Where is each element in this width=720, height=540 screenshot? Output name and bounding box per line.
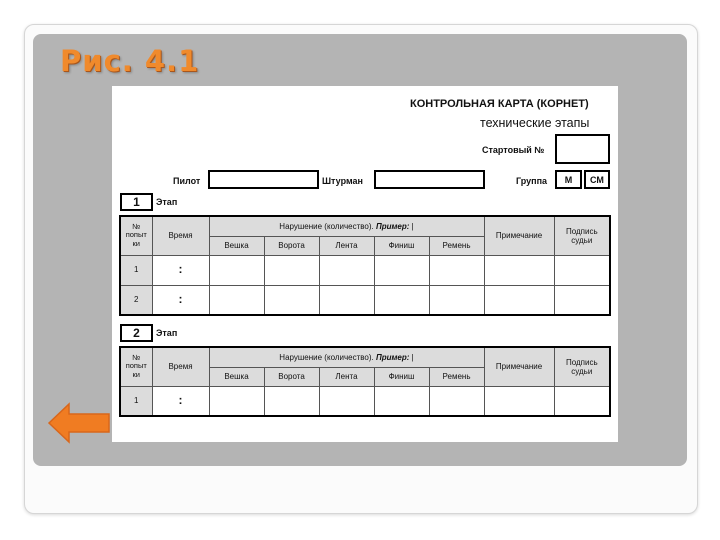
start-number-label: Стартовый №: [482, 145, 545, 155]
table-row: [120, 255, 610, 285]
violation-cell[interactable]: [374, 386, 429, 416]
violation-cell[interactable]: [374, 255, 429, 285]
violation-header: Нарушение (количество). Пример: |: [209, 216, 484, 236]
note-cell[interactable]: [484, 285, 554, 315]
violation-cell[interactable]: [264, 285, 319, 315]
violation-cell[interactable]: [429, 285, 484, 315]
group-option-m[interactable]: М: [555, 170, 582, 189]
attempt-number: 1: [120, 386, 152, 416]
attempt-number: 1: [120, 255, 152, 285]
violation-cell[interactable]: [264, 386, 319, 416]
slide-title: Рис. 4.1: [60, 44, 200, 78]
judge-signature-header: Подпись судьи: [554, 216, 610, 255]
attempt-header: № попыт ки: [120, 216, 152, 255]
violation-col-header: Ремень: [429, 367, 484, 386]
navigator-label: Штурман: [322, 176, 363, 186]
note-cell[interactable]: [484, 386, 554, 416]
left-arrow-icon: [47, 402, 111, 444]
violation-col-header: Вешка: [209, 367, 264, 386]
time-header: Время: [152, 347, 209, 386]
violation-col-header: Финиш: [374, 367, 429, 386]
stage-2-label: Этап: [156, 328, 178, 338]
violation-cell[interactable]: [209, 386, 264, 416]
violation-col-header: Лента: [319, 367, 374, 386]
control-card: [112, 86, 618, 442]
violation-cell[interactable]: [319, 285, 374, 315]
violation-cell[interactable]: [319, 255, 374, 285]
attempt-header: № попыт ки: [120, 347, 152, 386]
stage-2-table: [119, 346, 611, 417]
time-cell[interactable]: :: [152, 285, 209, 315]
violation-cell[interactable]: [429, 386, 484, 416]
pilot-field[interactable]: [208, 170, 319, 189]
left-arrow-shape: [49, 404, 109, 442]
card-subtitle: технические этапы: [480, 116, 590, 130]
signature-cell[interactable]: [554, 255, 610, 285]
back-button[interactable]: [47, 402, 111, 444]
violation-col-header: Ворота: [264, 236, 319, 255]
card-title: КОНТРОЛЬНАЯ КАРТА (КОРНЕТ): [410, 98, 589, 110]
group-option-sm[interactable]: СМ: [584, 170, 610, 189]
judge-signature-header: Подпись судьи: [554, 347, 610, 386]
violation-cell[interactable]: [209, 285, 264, 315]
violation-cell[interactable]: [319, 386, 374, 416]
stage-1-table: [119, 215, 611, 316]
group-label: Группа: [516, 176, 548, 186]
time-cell[interactable]: :: [152, 386, 209, 416]
signature-cell[interactable]: [554, 386, 610, 416]
violation-cell[interactable]: [374, 285, 429, 315]
stage-2-number: 2: [120, 324, 153, 342]
violation-header: Нарушение (количество). Пример: |: [209, 347, 484, 367]
signature-cell[interactable]: [554, 285, 610, 315]
table-row: [120, 386, 610, 416]
violation-col-header: Лента: [319, 236, 374, 255]
violation-col-header: Ремень: [429, 236, 484, 255]
stage-1-number: 1: [120, 193, 153, 211]
note-header: Примечание: [484, 216, 554, 255]
violation-cell[interactable]: [209, 255, 264, 285]
violation-cell[interactable]: [264, 255, 319, 285]
time-cell[interactable]: :: [152, 255, 209, 285]
time-header: Время: [152, 216, 209, 255]
violation-col-header: Ворота: [264, 367, 319, 386]
violation-col-header: Вешка: [209, 236, 264, 255]
stage-1-label: Этап: [156, 197, 178, 207]
note-cell[interactable]: [484, 255, 554, 285]
attempt-number: 2: [120, 285, 152, 315]
violation-col-header: Финиш: [374, 236, 429, 255]
start-number-field[interactable]: [555, 134, 610, 164]
table-row: [120, 285, 610, 315]
navigator-field[interactable]: [374, 170, 485, 189]
violation-cell[interactable]: [429, 255, 484, 285]
note-header: Примечание: [484, 347, 554, 386]
pilot-label: Пилот: [173, 176, 201, 186]
